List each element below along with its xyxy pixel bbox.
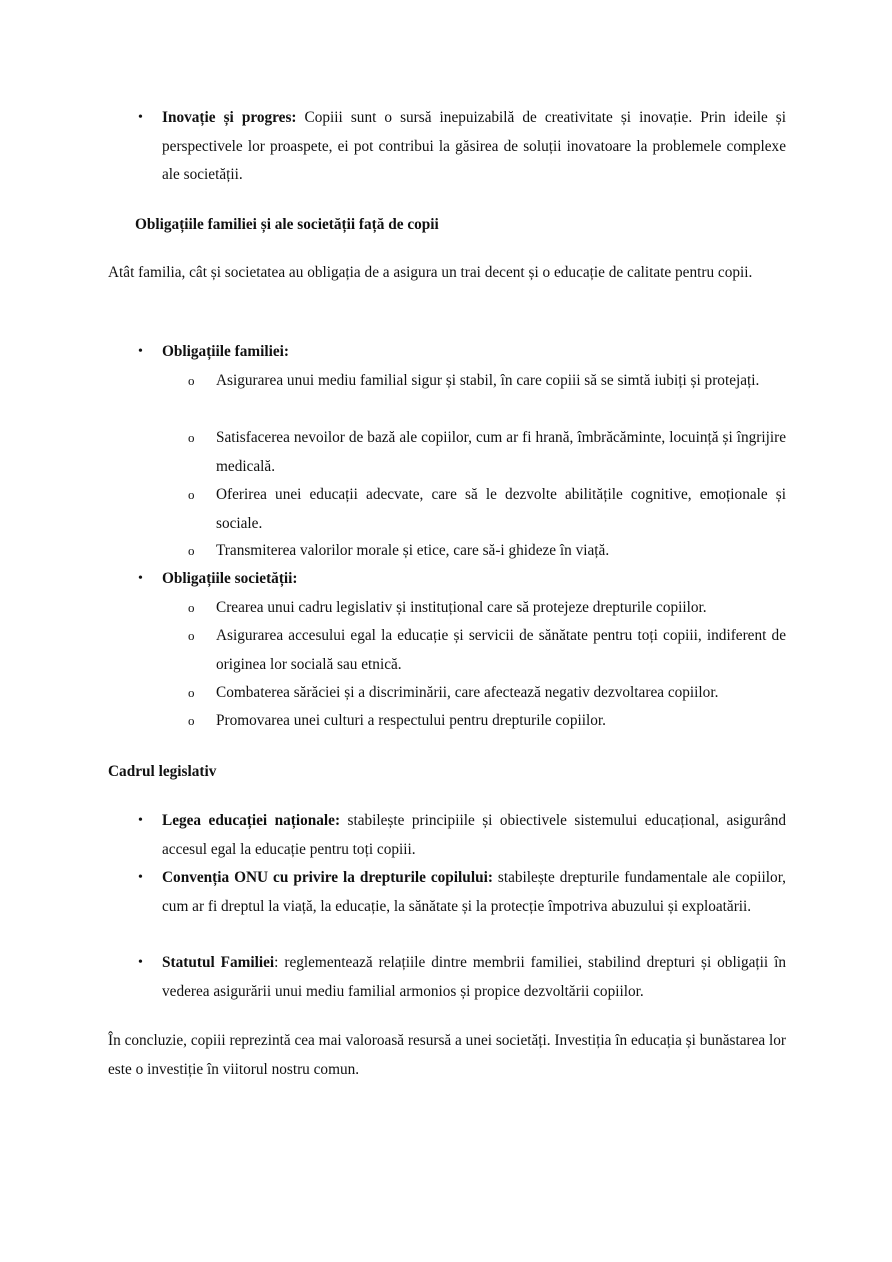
circle-bullet-icon: o: [188, 430, 195, 445]
sub-list-item: [188, 594, 786, 623]
circle-bullet-icon: o: [188, 713, 195, 728]
bullet-icon: •: [138, 344, 143, 359]
list-item-text: : reglementează relațiile dintre membrii familiei, stabilind drepturi și obligații în vederea asigurării unui mediu familial armonios și propice dezvoltării copiilor.: [162, 954, 786, 1000]
list-item-term: Convenția ONU cu privire la drepturile copilului:: [162, 869, 493, 886]
sub-list-item: [188, 424, 786, 481]
list-item-term: Statutul Familiei: [162, 954, 275, 971]
bullet-icon: •: [138, 571, 143, 586]
sub-list-item: [188, 481, 786, 538]
list-item-label: Obligațiile societății:: [162, 570, 298, 587]
list-item-society-obligations: [138, 565, 786, 594]
sub-list-item-text: Crearea unui cadru legislativ și instituțional care să protejeze drepturile copiilor.: [216, 599, 707, 616]
list-item-family-obligations: [138, 338, 786, 367]
sub-list-item: [188, 679, 786, 708]
paragraph-obligations-intro: Atât familia, cât și societatea au obligația de a asigura un trai decent și o educație de calitate pentru copii.: [108, 264, 753, 281]
sub-list-item-text: Satisfacerea nevoilor de bază ale copiilor, cum ar fi hrană, îmbrăcăminte, locuință și îngrijire medicală.: [216, 429, 786, 475]
sub-list-item: [188, 537, 786, 566]
sub-list-item: [188, 622, 786, 679]
sub-list-item-text: Promovarea unei culturi a respectului pentru drepturile copiilor.: [216, 712, 606, 729]
circle-bullet-icon: o: [188, 543, 195, 558]
list-item-term: Legea educației naționale:: [162, 812, 341, 829]
list-item-legislation: [138, 864, 786, 921]
circle-bullet-icon: o: [188, 685, 195, 700]
sub-list-item-text: Asigurarea accesului egal la educație și servicii de sănătate pentru toți copiii, indiferent de originea lor socială sau etnică.: [216, 627, 786, 673]
paragraph-conclusion: În concluzie, copiii reprezintă cea mai valoroasă resursă a unei societăți. Investiția în educația și bunăstarea lor este o investiție în viitorul nostru comun.: [108, 1032, 786, 1078]
list-item-legislation: [138, 949, 786, 1006]
sub-list-item-text: Transmiterea valorilor morale și etice, care să-i ghideze în viață.: [216, 542, 610, 559]
sub-list-item: [188, 367, 786, 396]
circle-bullet-icon: o: [188, 628, 195, 643]
list-item-term: Inovație și progres:: [162, 109, 297, 126]
list-item-legislation: [138, 807, 786, 864]
bullet-icon: •: [138, 110, 143, 125]
bullet-icon: •: [138, 955, 143, 970]
list-item-text: stabilește drepturile fundamentale ale copiilor, cum ar fi dreptul la viață, la educație, la sănătate și la protecție împotriva abuzului și exploatării.: [162, 869, 786, 915]
sub-list-item: [188, 707, 786, 736]
list-item-label: Obligațiile familiei:: [162, 343, 290, 360]
bullet-icon: •: [138, 870, 143, 885]
list-item-text: stabilește principiile și obiectivele sistemului educațional, asigurând accesul egal la educație pentru toți copiii.: [162, 812, 786, 858]
list-item-text: Copiii sunt o sursă inepuizabilă de creativitate și inovație. Prin ideile și perspectivele lor proaspete, ei pot contribui la găsirea de soluții inovatoare la problemele complexe ale societății.: [162, 109, 786, 183]
sub-list-item-text: Combaterea sărăciei și a discriminării, care afectează negativ dezvoltarea copiilor.: [216, 684, 719, 701]
circle-bullet-icon: o: [188, 600, 195, 615]
list-item-innovation: [138, 104, 786, 190]
circle-bullet-icon: o: [188, 487, 195, 502]
section-heading-legislative: Cadrul legislativ: [108, 763, 217, 780]
sub-list-item-text: Asigurarea unui mediu familial sigur și stabil, în care copiii să se simtă iubiți și protejați.: [216, 372, 760, 389]
circle-bullet-icon: o: [188, 373, 195, 388]
sub-list-item-text: Oferirea unei educații adecvate, care să le dezvolte abilitățile cognitive, emoționale și sociale.: [216, 486, 786, 532]
section-heading-obligations: Obligațiile familiei și ale societății față de copii: [135, 216, 439, 233]
bullet-icon: •: [138, 813, 143, 828]
